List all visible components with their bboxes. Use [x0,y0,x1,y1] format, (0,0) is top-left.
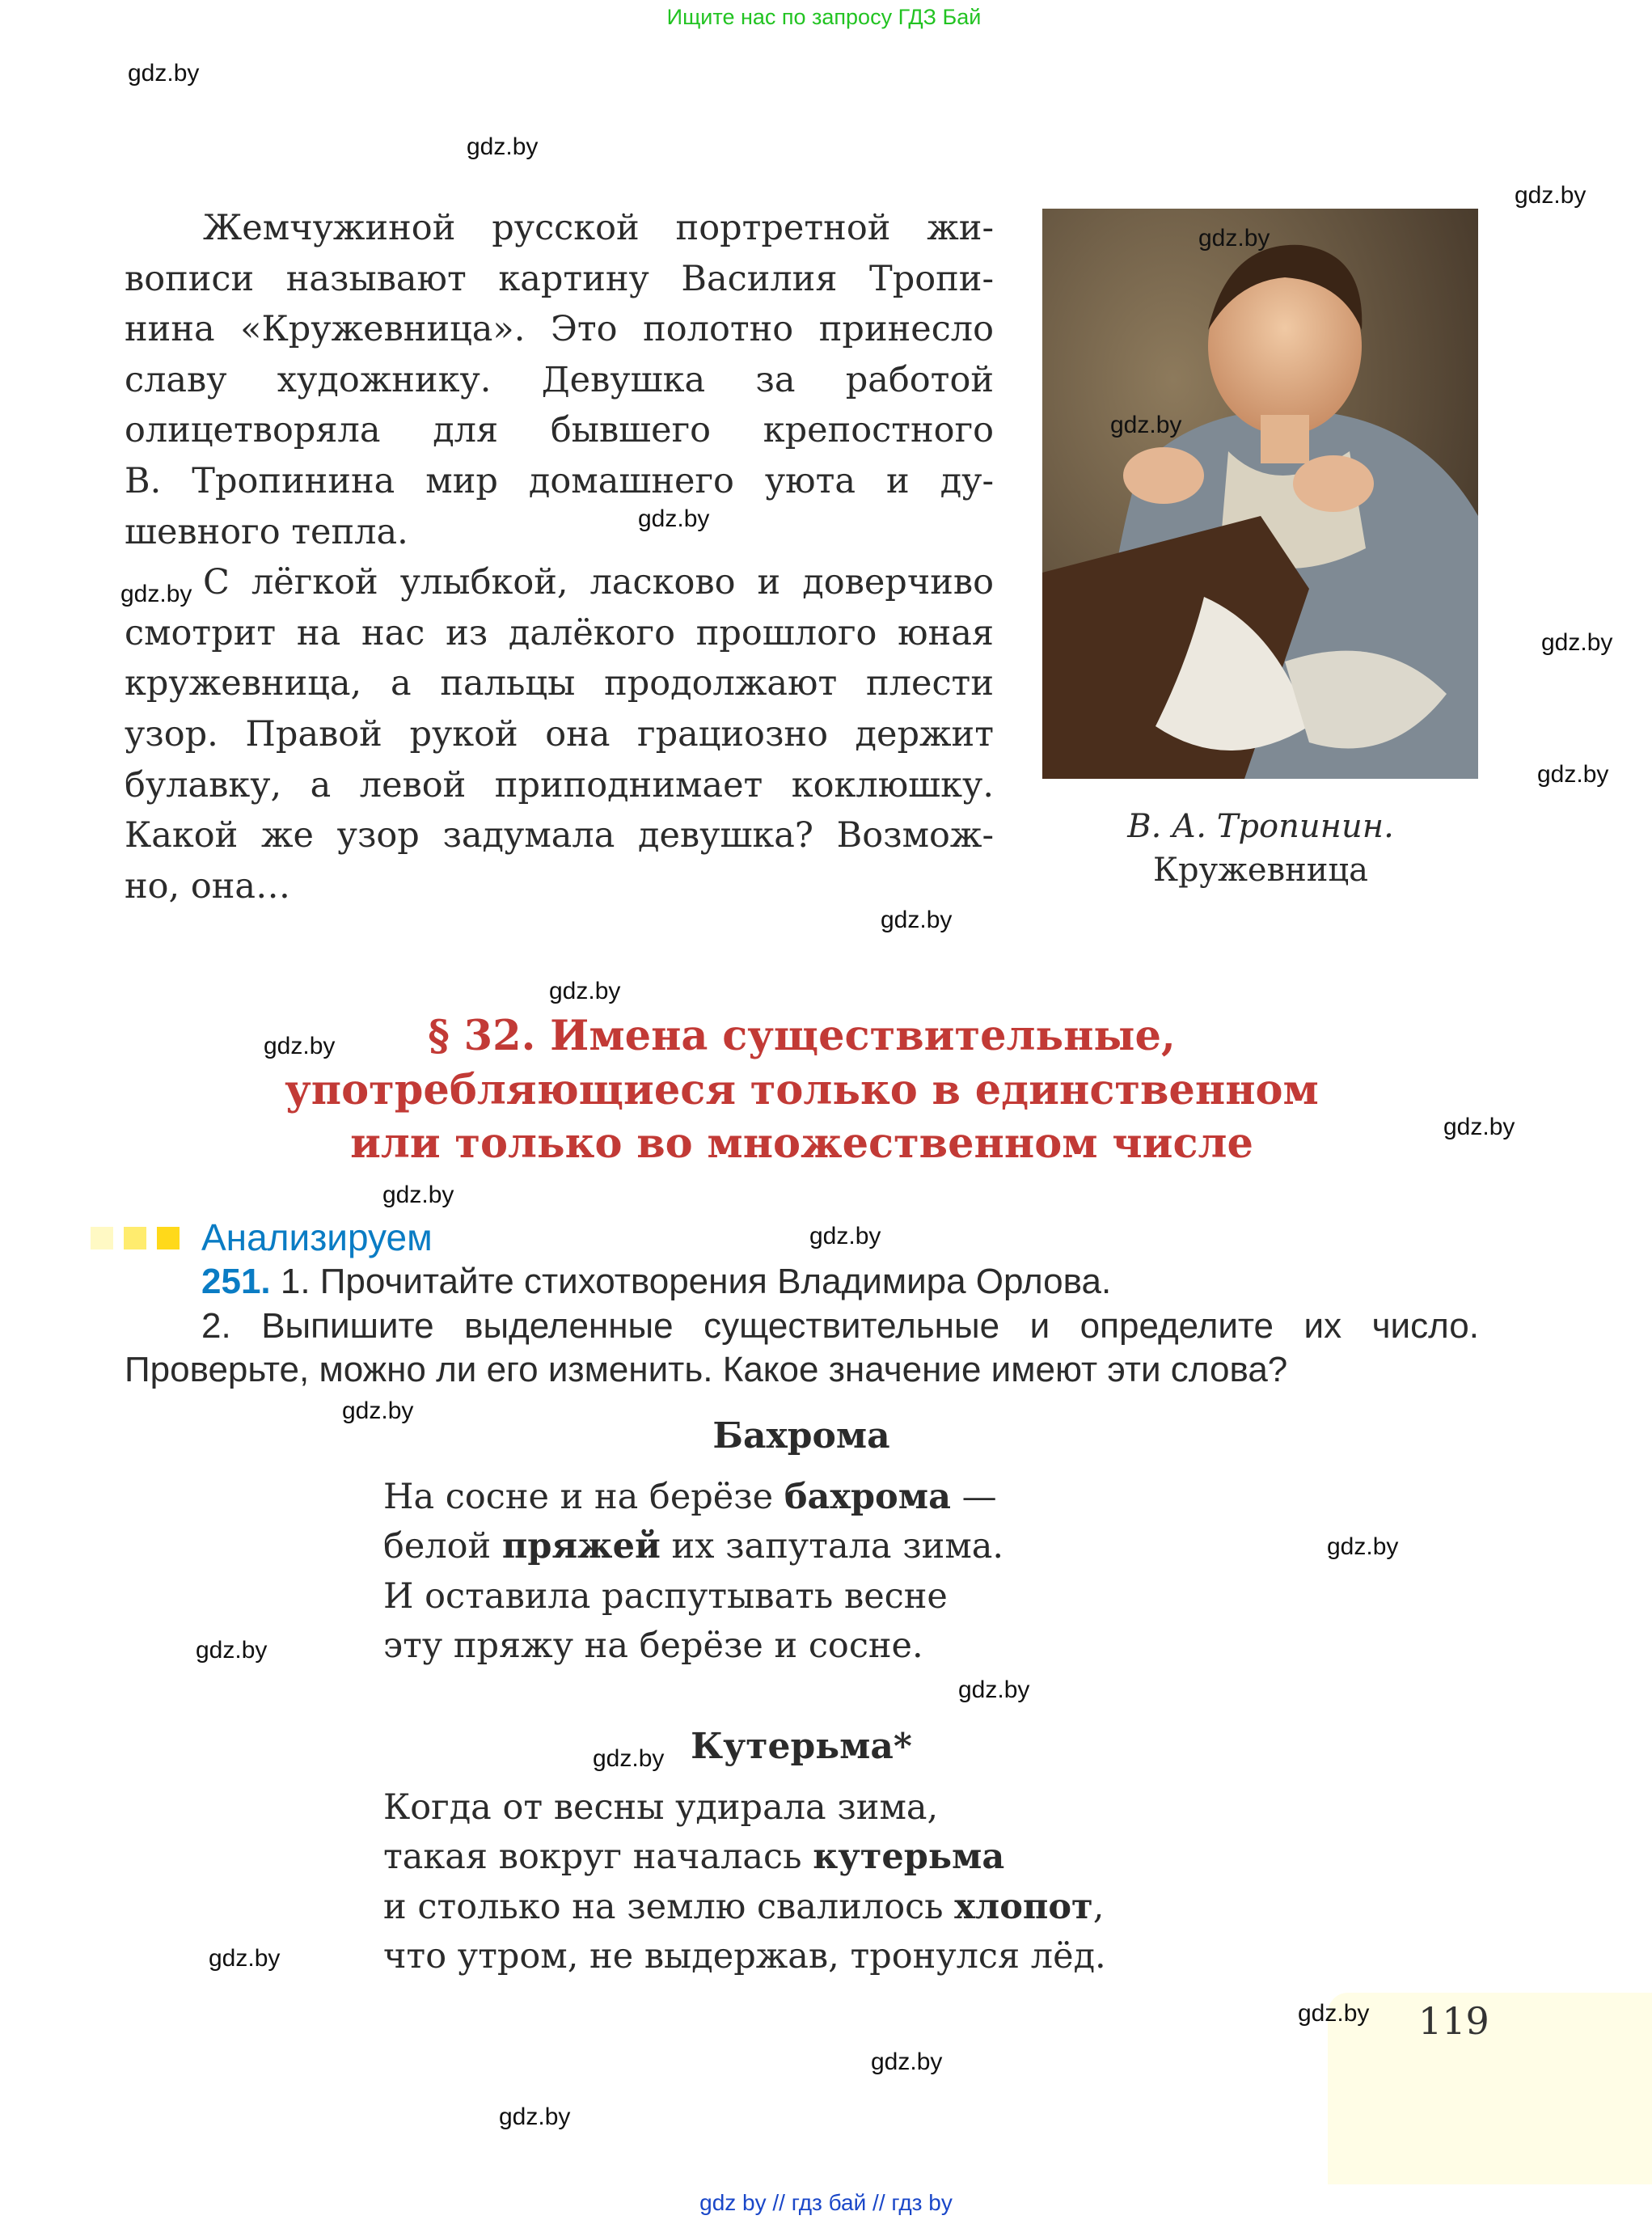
paragraph-line: шевного тепла. [125,511,408,552]
poem-text: такая вокруг началась [383,1837,813,1878]
painting-lacemaker [1042,209,1478,779]
watermark: gdz.by [1443,1114,1515,1140]
highlighted-noun: бахрома [784,1477,951,1517]
paragraph-line: смотрит на нас из далёкого прошлого юная [125,612,994,653]
page-number: 119 [1418,1999,1489,2043]
paragraph-line: Какой же узор задумала девушка? Возмож- [125,815,994,856]
intro-paragraph [125,203,994,911]
task-number: 251. [201,1262,271,1301]
task-instruction-1: 1. Прочитайте стихотворения Владимира Орлова. [280,1262,1112,1301]
poem-line [383,1883,1106,1932]
poem-text: их запутала зима. [660,1526,1004,1567]
marker-square-mid [124,1227,146,1249]
watermark: gdz.by [1515,182,1587,209]
poem-text: и столько на землю свалилось [383,1886,955,1927]
heading-line: или только во множественном числе [350,1119,1253,1168]
watermark: gdz.by [1110,412,1182,438]
heading-line: употребляющиеся только в единственном [285,1065,1319,1114]
task-instruction-2: 2. Выпишите выделенные существительные и определите их число. [201,1306,1479,1346]
watermark: gdz.by [264,1033,336,1059]
watermark: gdz.by [467,133,539,160]
poem-line [383,1621,1003,1671]
paragraph-line: нина «Кружевница». Это полотно принесло [125,309,994,350]
poem-line [383,1473,1003,1522]
watermark: gdz.by [1198,225,1270,252]
watermark: gdz.by [1298,2000,1370,2027]
highlighted-noun: хлопот [954,1886,1093,1927]
paragraph-line: С лёгкой улыбкой, ласково и доверчиво [203,562,994,603]
task-line-1 [201,1260,1111,1304]
marker-square-dark [157,1227,180,1249]
watermark: gdz.by [499,2103,571,2130]
watermark: gdz.by [958,1676,1030,1703]
watermark: gdz.by [1541,629,1613,656]
poem-line [383,1833,1106,1882]
watermark: gdz.by [549,978,621,1004]
highlighted-noun: пряжей [501,1526,661,1567]
watermark: gdz.by [809,1223,881,1249]
paragraph-line: вописи называют картину Василия Тропи- [125,258,994,299]
poem-line [383,1932,1106,1981]
highlighted-noun: кутерьма [813,1837,1005,1878]
poem-text: , [1092,1886,1105,1927]
poem-line [383,1783,1106,1833]
poem-text: белой [383,1526,502,1567]
watermark: gdz.by [196,1637,268,1664]
paragraph-line: булавку, а левой приподнимает коклюшку. [125,764,994,805]
watermark: gdz.by [638,505,710,532]
watermark: gdz.by [382,1182,454,1208]
watermark: gdz.by [593,1745,665,1772]
watermark: gdz.by [209,1945,281,1972]
task-instruction-3: Проверьте, можно ли его изменить. Какое значение имеют эти слова? [125,1350,1288,1389]
watermark: gdz.by [1327,1533,1399,1560]
watermark: gdz.by [120,581,192,607]
poem-text: И оставила распутывать весне [383,1575,948,1617]
paragraph-line: олицетворяла для бывшего крепостного [125,410,994,451]
heading-line: § 32. Имена существительные, [428,1012,1176,1060]
paragraph-line: кружевница, а пальцы продолжают плести [125,663,994,704]
poem-text: Когда от весны удирала зима, [383,1787,939,1828]
footer-links[interactable]: gdz by // гдз бай // гдз by [699,2190,953,2215]
poem-body [383,1473,1003,1671]
poem-text: — [950,1477,997,1517]
watermark: gdz.by [128,60,200,87]
paragraph-line: славу художнику. Девушка за работой [125,359,994,400]
page-number-box [1328,1993,1652,2184]
paragraph-line: Жемчужиной русской портретной жи- [203,208,994,248]
watermark: gdz.by [342,1397,414,1424]
poem-text: эту пряжу на берёзе и сосне. [383,1625,923,1666]
poem-line [383,1572,1003,1621]
paragraph-line: В. Тропинина мир домашнего уюта и ду- [125,460,994,501]
marker-square-light [91,1227,113,1249]
paragraph-line: но, она… [125,865,291,907]
watermark: gdz.by [881,907,953,933]
watermark: gdz.by [1537,761,1609,788]
poem-text: что утром, не выдержав, тронулся лёд. [383,1935,1106,1977]
watermark: gdz.by [871,2049,943,2075]
search-hint-link[interactable]: Ищите нас по запросу ГДЗ Бай [666,5,982,29]
poem-text: На сосне и на берёзе [383,1477,784,1517]
poem-body [383,1783,1106,1981]
poem-line [383,1522,1003,1571]
caption-title: Кружевница [1153,852,1368,889]
painting-caption [1051,805,1470,892]
caption-author: В. А. Тропинин. [1127,808,1394,845]
poem-title: Кутерьма* [691,1726,912,1767]
poem-title: Бахрома [712,1415,890,1457]
paragraph-line: узор. Правой рукой она грациозно держит [125,713,994,755]
section-label: Анализируем [201,1216,433,1258]
section-heading [162,1009,1442,1171]
